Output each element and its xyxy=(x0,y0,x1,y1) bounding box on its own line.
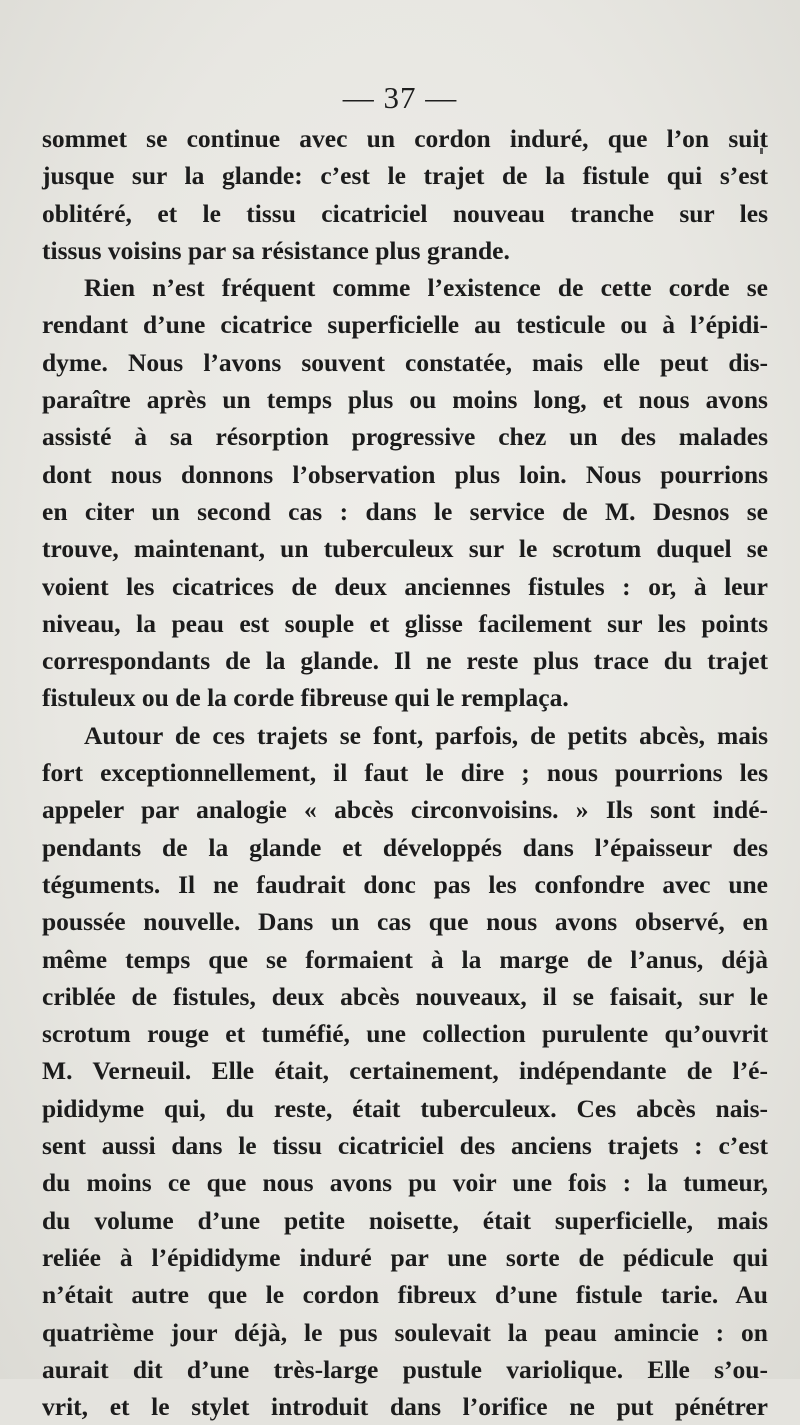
text-line: sent aussi dans le tissu cicatriciel des anciens trajets : c’est xyxy=(42,1131,768,1161)
text-line: sommet se continue avec un cordon induré, que l’on suit xyxy=(42,124,768,153)
text-line: téguments. Il ne faudrait donc pas les confondre avec une xyxy=(42,869,768,899)
text-line: criblée de fistules, deux abcès nouveaux, il se faisait, sur le xyxy=(42,981,768,1011)
text-line: scrotum rouge et tuméfié, une collection purulente qu’ouvrit xyxy=(42,1019,768,1049)
text-line: fort exceptionnellement, il faut le dire ; nous pourrions les xyxy=(42,758,768,788)
text-line: pendants de la glande et développés dans l’épaisseur des xyxy=(42,832,768,862)
text-line: voient les cicatrices de deux anciennes fistules : or, à leur xyxy=(42,571,768,601)
text-line: paraître après un temps plus ou moins long, et nous avons xyxy=(42,385,768,415)
text-line: jusque sur la glande: c’est le trajet de la fistule qui s’est xyxy=(42,161,768,191)
text-line: quatrième jour déjà, le pus soulevait la peau amincie : on xyxy=(42,1317,768,1347)
text-line: rendant d’une cicatrice superficielle au testicule ou à l’épidi- xyxy=(42,310,768,340)
text-line: reliée à l’épididyme induré par une sorte de pédicule qui xyxy=(42,1242,768,1272)
text-line: Autour de ces trajets se font, parfois, de petits abcès, mais xyxy=(84,720,768,750)
text-line: pididyme qui, du reste, était tuberculeux. Ces abcès nais- xyxy=(42,1093,768,1123)
text-line: même temps que se formaient à la marge de l’anus, déjà xyxy=(42,944,768,974)
text-line: dyme. Nous l’avons souvent constatée, mais elle peut dis- xyxy=(42,347,768,377)
page-number: — 37 — xyxy=(342,80,458,115)
body-text xyxy=(42,120,768,1425)
text-line: du volume d’une petite noisette, était superficielle, mais xyxy=(42,1205,768,1235)
text-line: tissus voisins par sa résistance plus grande. xyxy=(42,235,510,265)
text-line: poussée nouvelle. Dans un cas que nous avons observé, en xyxy=(42,907,768,937)
text-line: fistuleux ou de la corde fibreuse qui le remplaça. xyxy=(42,683,569,713)
text-line: vrit, et le stylet introduit dans l’orifice ne put pénétrer xyxy=(42,1392,768,1422)
text-line: du moins ce que nous avons pu voir une fois : la tumeur, xyxy=(42,1168,768,1198)
text-line: correspondants de la glande. Il ne reste plus trace du trajet xyxy=(42,646,768,676)
text-line: assisté à sa résorption progressive chez un des malades xyxy=(42,422,768,452)
text-line: trouve, maintenant, un tuberculeux sur le scrotum duquel se xyxy=(42,534,768,564)
text-line: niveau, la peau est souple et glisse facilement sur les points xyxy=(42,608,768,638)
text-line: en citer un second cas : dans le service de M. Desnos se xyxy=(42,496,768,526)
text-line: dont nous donnons l’observation plus loin. Nous pourrions xyxy=(42,459,768,489)
text-line: n’était autre que le cordon fibreux d’une fistule tarie. Au xyxy=(42,1280,768,1310)
text-line: oblitéré, et le tissu cicatriciel nouveau tranche sur les xyxy=(42,198,768,228)
text-line: appeler par analogie « abcès circonvoisins. » Ils sont indé- xyxy=(42,795,768,825)
text-line: aurait dit d’une très-large pustule variolique. Elle s’ou- xyxy=(42,1354,768,1384)
text-line: Rien n’est fréquent comme l’existence de cette corde se xyxy=(84,273,768,303)
text-line: M. Verneuil. Elle était, certainement, indépendante de l’é- xyxy=(42,1056,768,1086)
